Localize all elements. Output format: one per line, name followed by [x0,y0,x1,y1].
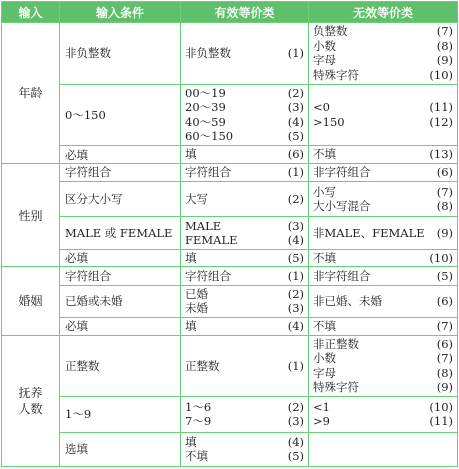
invalid-class-number: (9) [436,380,453,395]
valid-class-text: 不填 [185,449,208,464]
invalid-class-text: <0 [313,100,330,115]
invalid-class-number: (7) [436,24,453,39]
valid-class-cell [181,163,309,181]
valid-class-cell [181,23,309,85]
valid-class-item [185,301,305,316]
invalid-class-cell [309,182,458,217]
valid-class-cell [181,335,309,397]
table-row [2,217,458,249]
valid-class-item [185,86,305,101]
table-row [2,285,458,317]
valid-class-cell [181,432,309,467]
invalid-class-number: (7) [436,184,453,199]
invalid-class-number: (8) [436,199,453,214]
valid-class-item [185,233,305,248]
invalid-class-item [313,68,454,83]
valid-class-number: (5) [287,129,304,144]
valid-class-item [185,414,305,429]
input-gender-label: 性别 [2,163,60,267]
valid-class-item [185,219,305,234]
valid-class-item [185,192,305,207]
invalid-class-item [313,147,454,162]
invalid-class-cell [309,267,458,285]
valid-class-text: 00～19 [185,85,226,100]
valid-class-text: MALE [185,218,222,233]
valid-class-item [185,319,305,334]
valid-class-text: 非负整数 [185,46,231,61]
invalid-class-text: 小数 [313,351,336,366]
valid-class-number: (2) [287,399,304,414]
input-condition: 字符组合 [60,267,181,285]
table-row [2,249,458,267]
invalid-class-item [313,100,454,115]
input-condition: MALE 或 FEMALE [60,217,181,249]
valid-class-number: (5) [287,250,304,265]
valid-class-item [185,147,305,162]
equivalence-class-table [1,1,458,467]
valid-class-text: 字符组合 [185,165,231,180]
valid-class-item [185,449,305,464]
valid-class-text: 正整数 [185,358,220,373]
valid-class-cell [181,249,309,267]
valid-class-number: (1) [287,358,304,373]
invalid-class-item [313,115,454,130]
invalid-class-item [313,366,454,381]
invalid-class-text: 特殊字符 [313,67,359,82]
invalid-class-number: (7) [436,318,453,333]
invalid-class-text: 小数 [313,38,336,53]
invalid-class-number: (11) [429,414,453,429]
valid-class-item [185,46,305,61]
invalid-class-cell [309,397,458,432]
valid-class-item [185,400,305,415]
header-row [2,2,458,23]
invalid-class-text: 字母 [313,365,336,380]
invalid-class-item [313,24,454,39]
valid-class-item [185,287,305,302]
invalid-class-number: (9) [436,53,453,68]
input-marriage-label: 婚姻 [2,267,60,335]
table-row [2,267,458,285]
valid-class-text: 填 [185,147,197,162]
invalid-class-cell [309,335,458,397]
invalid-class-text: <1 [313,399,330,414]
invalid-class-item [313,226,454,241]
invalid-class-text: 不填 [313,250,336,265]
input-condition: 必填 [60,249,181,267]
valid-class-item [185,115,305,130]
invalid-class-item [313,400,454,415]
valid-class-number: (6) [287,147,304,162]
valid-class-item [185,100,305,115]
invalid-class-text: 非已婚、未婚 [313,293,382,308]
input-condition: 区分大小写 [60,182,181,217]
valid-class-number: (2) [287,85,304,100]
input-condition: 字符组合 [60,163,181,181]
valid-class-text: FEMALE [185,233,238,248]
invalid-class-number: (10) [429,399,453,414]
valid-class-number: (1) [287,268,304,283]
invalid-class-text: 字母 [313,53,336,68]
invalid-class-number: (6) [436,293,453,308]
table-row [2,23,458,85]
invalid-class-cell [309,217,458,249]
valid-class-number: (2) [287,286,304,301]
invalid-class-text: >150 [313,114,345,129]
valid-class-item [185,251,305,266]
invalid-class-cell [309,432,458,467]
invalid-class-cell [309,285,458,317]
invalid-class-number: (11) [429,100,453,115]
invalid-class-number: (8) [436,38,453,53]
invalid-class-item [313,53,454,68]
invalid-class-text: >9 [313,414,330,429]
valid-class-number: (4) [287,318,304,333]
header-invalid-class: 无效等价类 [309,2,458,23]
invalid-class-number: (8) [436,365,453,380]
invalid-class-text: 特殊字符 [313,380,359,395]
invalid-class-text: 非字符组合 [313,268,371,283]
invalid-class-number: (6) [436,165,453,180]
invalid-class-item [313,251,454,266]
valid-class-text: 40～59 [185,114,226,129]
valid-class-cell [181,285,309,317]
valid-class-text: 填 [185,318,197,333]
input-condition: 1～9 [60,397,181,432]
header-valid-class: 有效等价类 [181,2,309,23]
invalid-class-number: (9) [436,225,453,240]
invalid-class-number: (12) [429,114,453,129]
table-row [2,182,458,217]
valid-class-cell [181,397,309,432]
invalid-class-number: (10) [429,67,453,82]
valid-class-text: 未婚 [185,301,208,316]
input-condition: 已婚或未婚 [60,285,181,317]
table-row [2,146,458,164]
input-condition: 0～150 [60,84,181,146]
table-row [2,397,458,432]
invalid-class-cell [309,317,458,335]
valid-class-text: 已婚 [185,286,208,301]
input-condition: 选填 [60,432,181,467]
valid-class-text: 60～150 [185,129,234,144]
valid-class-item [185,165,305,180]
valid-class-number: (5) [287,449,304,464]
invalid-class-item [313,337,454,352]
valid-class-number: (3) [287,218,304,233]
table-row [2,335,458,397]
input-condition: 非负整数 [60,23,181,85]
invalid-class-number: (13) [429,147,453,162]
table-body [2,23,458,467]
invalid-class-cell [309,146,458,164]
valid-class-number: (2) [287,191,304,206]
invalid-class-item [313,165,454,180]
invalid-class-item [313,39,454,54]
valid-class-cell [181,84,309,146]
valid-class-text: 7～9 [185,414,212,429]
invalid-class-number: (6) [436,336,453,351]
invalid-class-text: 小写 [313,184,336,199]
valid-class-text: 字符组合 [185,268,231,283]
invalid-class-item [313,269,454,284]
valid-class-cell [181,267,309,285]
valid-class-cell [181,182,309,217]
invalid-class-text: 不填 [313,318,336,333]
invalid-class-text: 大小写混合 [313,199,371,214]
valid-class-cell [181,317,309,335]
invalid-class-item [313,199,454,214]
invalid-class-text: 负整数 [313,24,348,39]
valid-class-item [185,269,305,284]
input-condition: 正整数 [60,335,181,397]
invalid-class-cell [309,163,458,181]
valid-class-text: 1～6 [185,399,212,414]
invalid-class-item [313,319,454,334]
valid-class-number: (3) [287,414,304,429]
invalid-class-number: (5) [436,268,453,283]
valid-class-text: 填 [185,250,197,265]
input-age-label: 年龄 [2,23,60,164]
invalid-class-text: 不填 [313,147,336,162]
invalid-class-text: 非字符组合 [313,165,371,180]
invalid-class-item [313,294,454,309]
invalid-class-item [313,185,454,200]
valid-class-number: (4) [287,233,304,248]
valid-class-item [185,129,305,144]
input-condition: 必填 [60,317,181,335]
valid-class-number: (4) [287,434,304,449]
table-row [2,84,458,146]
table-row [2,163,458,181]
input-dependents-label: 抚养人数 [2,335,60,466]
invalid-class-number: (10) [429,250,453,265]
valid-class-number: (1) [287,46,304,61]
valid-class-item [185,359,305,374]
valid-class-text: 填 [185,434,197,449]
invalid-class-item [313,351,454,366]
table-row [2,317,458,335]
header-condition: 输入条件 [60,2,181,23]
valid-class-number: (3) [287,301,304,316]
input-condition: 必填 [60,146,181,164]
invalid-class-item [313,414,454,429]
invalid-class-item [313,380,454,395]
valid-class-number: (3) [287,100,304,115]
valid-class-text: 大写 [185,191,208,206]
invalid-class-text: 非正整数 [313,336,359,351]
invalid-class-cell [309,249,458,267]
invalid-class-number: (7) [436,351,453,366]
table-row [2,432,458,467]
valid-class-cell [181,217,309,249]
valid-class-text: 20～39 [185,100,226,115]
invalid-class-text: 非MALE、FEMALE [313,225,425,240]
invalid-class-cell [309,84,458,146]
valid-class-item [185,435,305,450]
valid-class-cell [181,146,309,164]
valid-class-number: (4) [287,114,304,129]
valid-class-number: (1) [287,165,304,180]
header-input: 输入 [2,2,60,23]
invalid-class-cell [309,23,458,85]
